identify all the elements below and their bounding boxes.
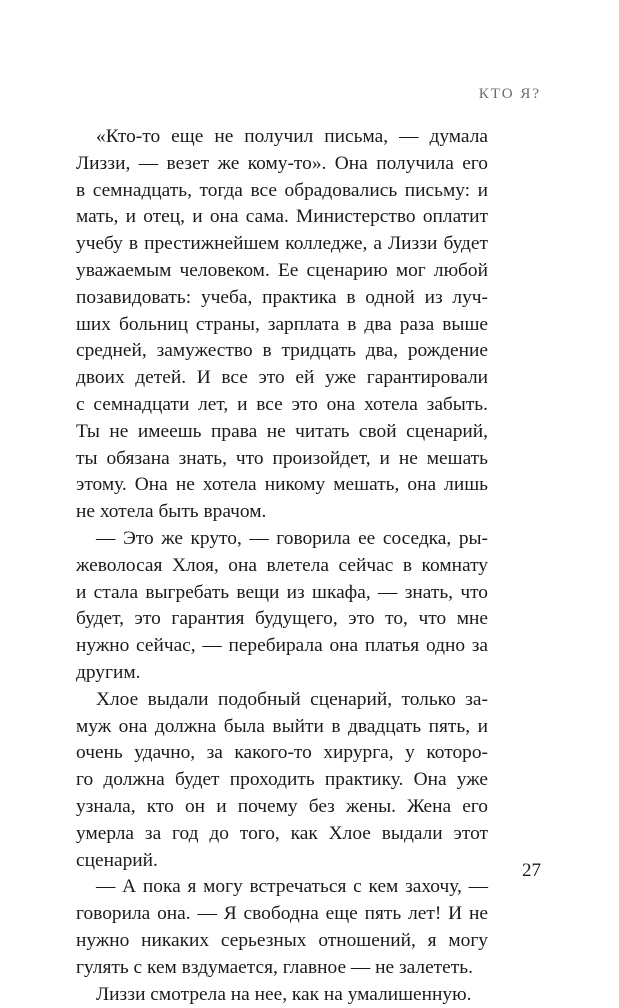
text-line: муж она должна была выйти в двадцать пять, и — [76, 714, 488, 741]
text-line: гулять с кем вздумается, главное — не залететь. — [76, 955, 488, 982]
text-line: мать, и отец, и она сама. Министерство оплатит — [76, 204, 488, 231]
text-line: Хлое выдали подобный сценарий, только за- — [76, 687, 488, 714]
paragraph — [76, 526, 488, 687]
text-line: не хотела быть врачом. — [76, 499, 488, 526]
text-line: Лиззи смотрела на нее, как на умалишенную. — [76, 982, 488, 1008]
paragraph — [76, 124, 488, 526]
text-line: уважаемым человеком. Ее сценарию мог любой — [76, 258, 488, 285]
text-line: узнала, кто он и почему без жены. Жена его — [76, 794, 488, 821]
text-line: говорила она. — Я свободна еще пять лет! И не — [76, 901, 488, 928]
text-line: с семнадцати лет, и все это она хотела забыть. — [76, 392, 488, 419]
text-line: Лиззи, — везет же кому-то». Она получила его — [76, 151, 488, 178]
text-line: учебу в престижнейшем колледже, а Лиззи будет — [76, 231, 488, 258]
paragraph — [76, 874, 488, 981]
text-line: средней, замужество в тридцать два, рождение — [76, 338, 488, 365]
text-line: «Кто-то еще не получил письма, — думала — [76, 124, 488, 151]
text-line: жеволосая Хлоя, она влетела сейчас в комнату — [76, 553, 488, 580]
text-line: го должна будет проходить практику. Она уже — [76, 767, 488, 794]
text-line: другим. — [76, 660, 488, 687]
text-line: в семнадцать, тогда все обрадовались письму: и — [76, 178, 488, 205]
text-line: — Это же круто, — говорила ее соседка, ры- — [76, 526, 488, 553]
text-line: двоих детей. И все это ей уже гарантировали — [76, 365, 488, 392]
text-line: нужно никаких серьезных отношений, я могу — [76, 928, 488, 955]
page-number: 27 — [522, 860, 541, 882]
text-line: сценарий. — [76, 848, 488, 875]
text-line: будет, это гарантия будущего, это то, что мне — [76, 606, 488, 633]
paragraph — [76, 982, 488, 1008]
page-body — [76, 124, 488, 1008]
text-line: — А пока я могу встречаться с кем захочу, — — [76, 874, 488, 901]
text-line: ших больниц страны, зарплата в два раза выше — [76, 312, 488, 339]
text-line: позавидовать: учеба, практика в одной из луч- — [76, 285, 488, 312]
text-line: ты обязана знать, что произойдет, и не мешать — [76, 446, 488, 473]
text-line: очень удачно, за какого-то хирурга, у которо- — [76, 740, 488, 767]
text-line: и стала выгребать вещи из шкафа, — знать, что — [76, 580, 488, 607]
paragraph — [76, 687, 488, 875]
running-head: КТО Я? — [479, 86, 541, 103]
text-line: умерла за год до того, как Хлое выдали этот — [76, 821, 488, 848]
text-line: Ты не имеешь права не читать свой сценарий, — [76, 419, 488, 446]
text-line: этому. Она не хотела никому мешать, она лишь — [76, 472, 488, 499]
text-line: нужно сейчас, — перебирала она платья одно за — [76, 633, 488, 660]
